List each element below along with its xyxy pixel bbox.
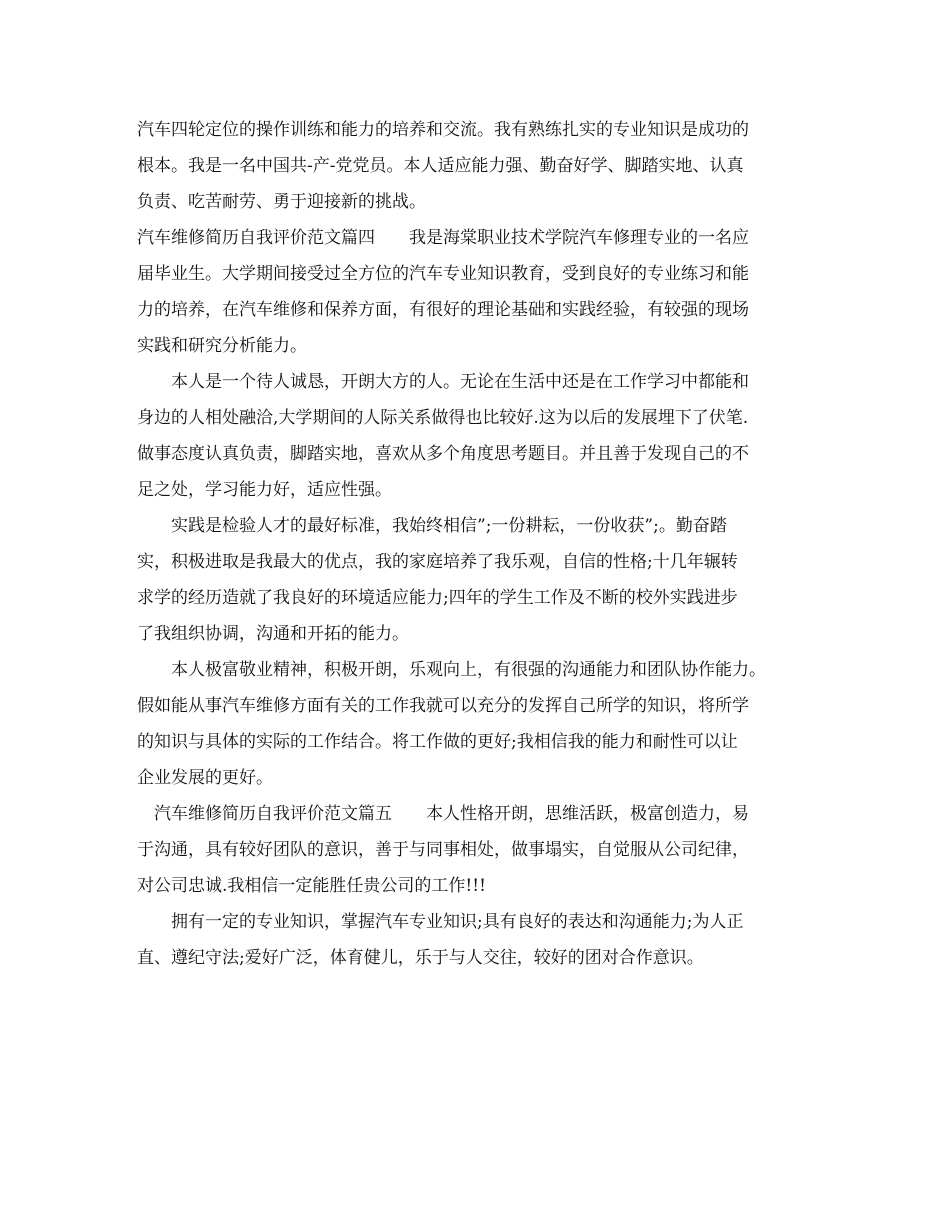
- text-line: 实，积极进取是我最大的优点，我的家庭培养了我乐观，自信的性格;十几年辗转: [137, 552, 738, 572]
- text-line: 届毕业生。大学期间接受过全方位的汽车专业知识教育，受到良好的专业练习和能: [137, 264, 749, 284]
- text-line: 力的培养，在汽车维修和保养方面，有很好的理论基础和实践经验，有较强的现场: [137, 300, 749, 320]
- text-line: 实践是检验人才的最好标准，我始终相信”;一份耕耘，一份收获”;。勤奋踏: [137, 516, 727, 536]
- text-line: 本人是一个待人诚恳，开朗大方的人。无论在生活中还是在工作学习中都能和: [137, 372, 749, 392]
- text-line: 汽车四轮定位的操作训练和能力的培养和交流。我有熟练扎实的专业知识是成功的: [137, 120, 749, 140]
- text-line: 假如能从事汽车维修方面有关的工作我就可以充分的发挥自己所学的知识，将所学: [137, 696, 749, 716]
- section-heading-line: 汽车维修简历自我评价范文篇四 我是海棠职业技术学院汽车修理专业的一名应: [137, 228, 749, 248]
- text-line: 直、遵纪守法;爱好广泛，体育健儿，乐于与人交往，较好的团对合作意识。: [137, 948, 704, 968]
- text-line: 的知识与具体的实际的工作结合。将工作做的更好;我相信我的能力和耐性可以让: [137, 732, 738, 752]
- text-line: 实践和研究分析能力。: [137, 336, 307, 356]
- text-line: 本人极富敬业精神，积极开朗，乐观向上，有很强的沟通能力和团队协作能力。: [137, 660, 766, 680]
- text-line: 身边的人相处融洽,大学期间的人际关系做得也比较好.这为以后的发展埋下了伏笔.: [137, 408, 749, 428]
- text-line: 了我组织协调，沟通和开拓的能力。: [137, 624, 409, 644]
- text-line: 对公司忠诚.我相信一定能胜任贵公司的工作!!!: [137, 876, 486, 896]
- text-line: 于沟通，具有较好团队的意识，善于与同事相处，做事塌实，自觉服从公司纪律，: [137, 840, 749, 860]
- text-line: 足之处，学习能力好，适应性强。: [137, 480, 392, 500]
- text-line: 企业发展的更好。: [137, 768, 273, 788]
- text-line: 负责、吃苦耐劳、勇于迎接新的挑战。: [137, 192, 426, 212]
- text-line: 做事态度认真负责，脚踏实地，喜欢从多个角度思考题目。并且善于发现自己的不: [137, 444, 749, 464]
- text-line: 根本。我是一名中国共-产-党党员。本人适应能力强、勤奋好学、脚踏实地、认真: [137, 156, 744, 176]
- text-line: 求学的经历造就了我良好的环境适应能力;四年的学生工作及不断的校外实践进步: [137, 588, 738, 608]
- section-heading-line: 汽车维修简历自我评价范文篇五 本人性格开朗，思维活跃，极富创造力，易: [137, 804, 749, 824]
- text-line: 拥有一定的专业知识，掌握汽车专业知识;具有良好的表达和沟通能力;为人正: [137, 912, 744, 932]
